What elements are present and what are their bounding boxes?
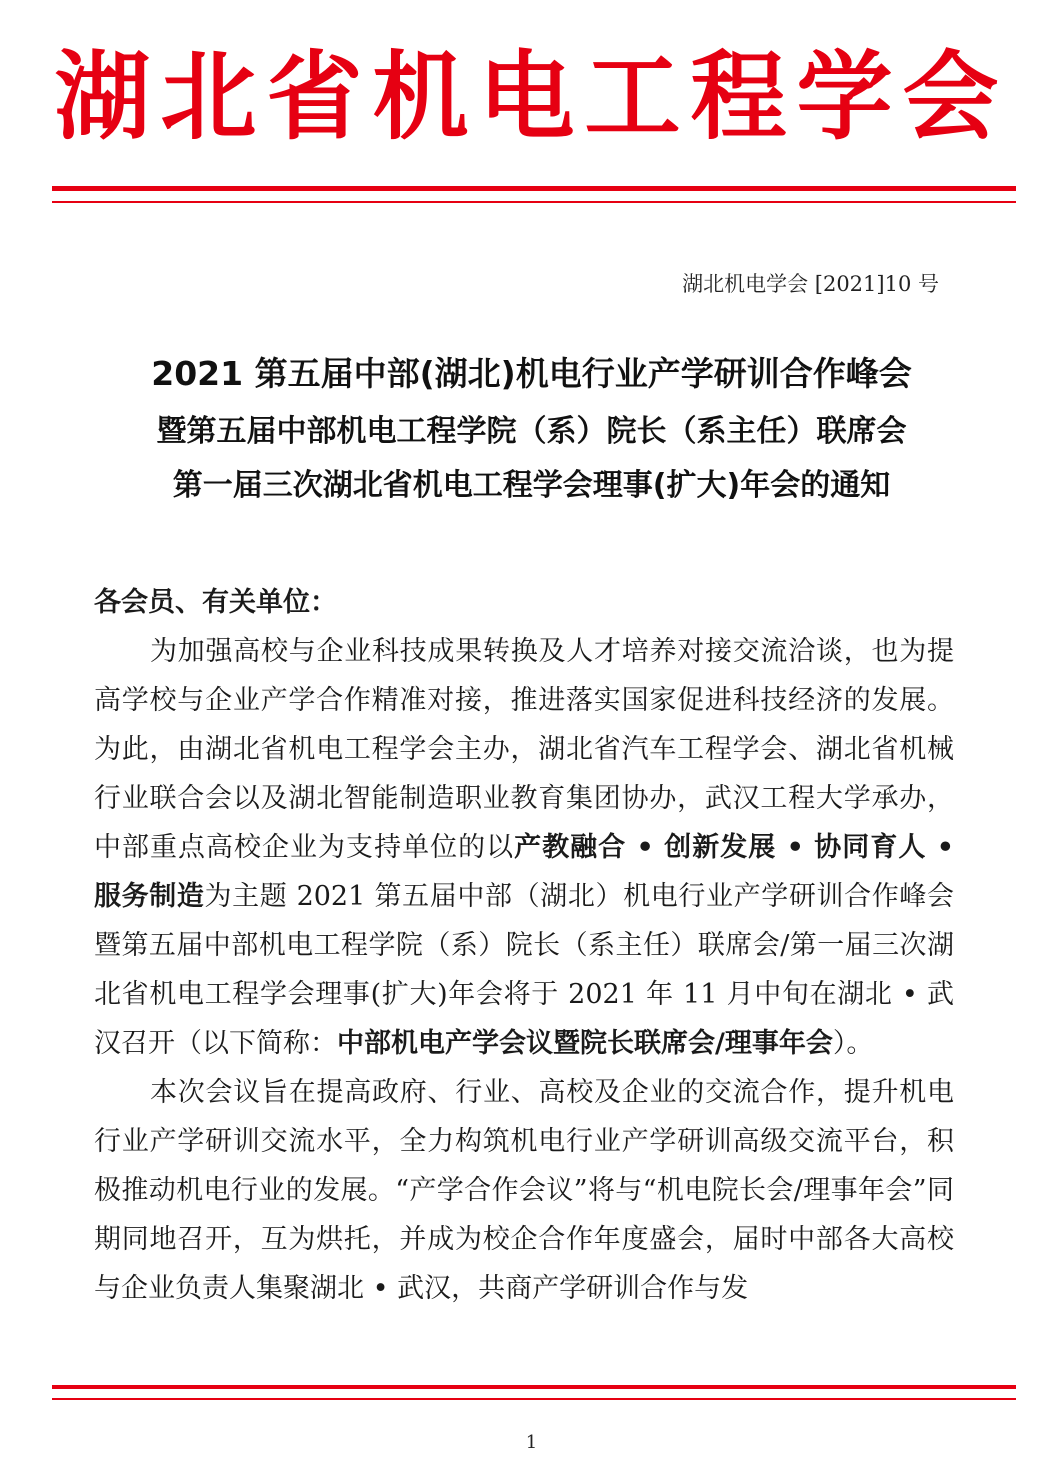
- footer-rule-thin: [52, 1398, 1016, 1400]
- masthead-title: 湖北省机电工程学会: [54, 40, 1009, 153]
- page-number: 1: [525, 1432, 538, 1453]
- paragraph-2: 本次会议旨在提高政府、行业、高校及企业的交流合作，提升机电行业产学研训交流水平，全力构筑机电行业产学研训高级交流平台，积极推动机电行业的发展。“产学合作会议”将与“机电院长会/理事年会”同期同地召开，互为烘托，并成为校企合作年度盛会，届时中部各大高校与企业负责人集聚湖北 • 武汉，共商产学研训合作与发: [94, 1077, 954, 1304]
- title-line-1: 2021 第五届中部(湖北)机电行业产学研训合作峰会: [151, 354, 912, 393]
- title-line-2: 暨第五届中部机电工程学院（系）院长（系主任）联席会: [156, 414, 907, 449]
- theme-highlight: 产教融合 • 创新发展 • 协同育人 • 服务制造: [94, 832, 954, 912]
- paragraph-1-part-3: ）。: [832, 1028, 874, 1059]
- paragraph-1-part-2: 为主题 2021 第五届中部（湖北）机电行业产学研训合作峰会暨第五届中部机电工程学院（系）院长（系主任）联席会/第一届三次湖北省机电工程学会理事(扩大)年会将于 2021 年 11 月中旬在湖北 • 武汉召开（以下简称：: [94, 881, 954, 1059]
- title-line-3: 第一届三次湖北省机电工程学会理事(扩大)年会的通知: [172, 468, 891, 503]
- paragraph-1-part-1: 为加强高校与企业科技成果转换及人才培养对接交流洽谈，也为提高学校与企业产学合作精准对接，推进落实国家促进科技经济的发展。为此，由湖北省机电工程学会主办，湖北省汽车工程学会、湖北省机械行业联合会以及湖北智能制造职业教育集团协办，武汉工程大学承办，中部重点高校企业为支持单位的以: [94, 636, 954, 863]
- paragraph-1: [94, 627, 954, 1068]
- short-name-highlight: 中部机电产学会议暨院长联席会/理事年会: [337, 1028, 833, 1059]
- salutation: 各会员、有关单位：: [94, 587, 337, 618]
- masthead-rule-thin: [52, 201, 1016, 203]
- document-number: 湖北机电学会 [2021]10 号: [682, 272, 939, 296]
- footer-rule-thick: [52, 1385, 1016, 1389]
- document-body: [94, 578, 954, 1313]
- masthead-rule-thick: [52, 186, 1016, 191]
